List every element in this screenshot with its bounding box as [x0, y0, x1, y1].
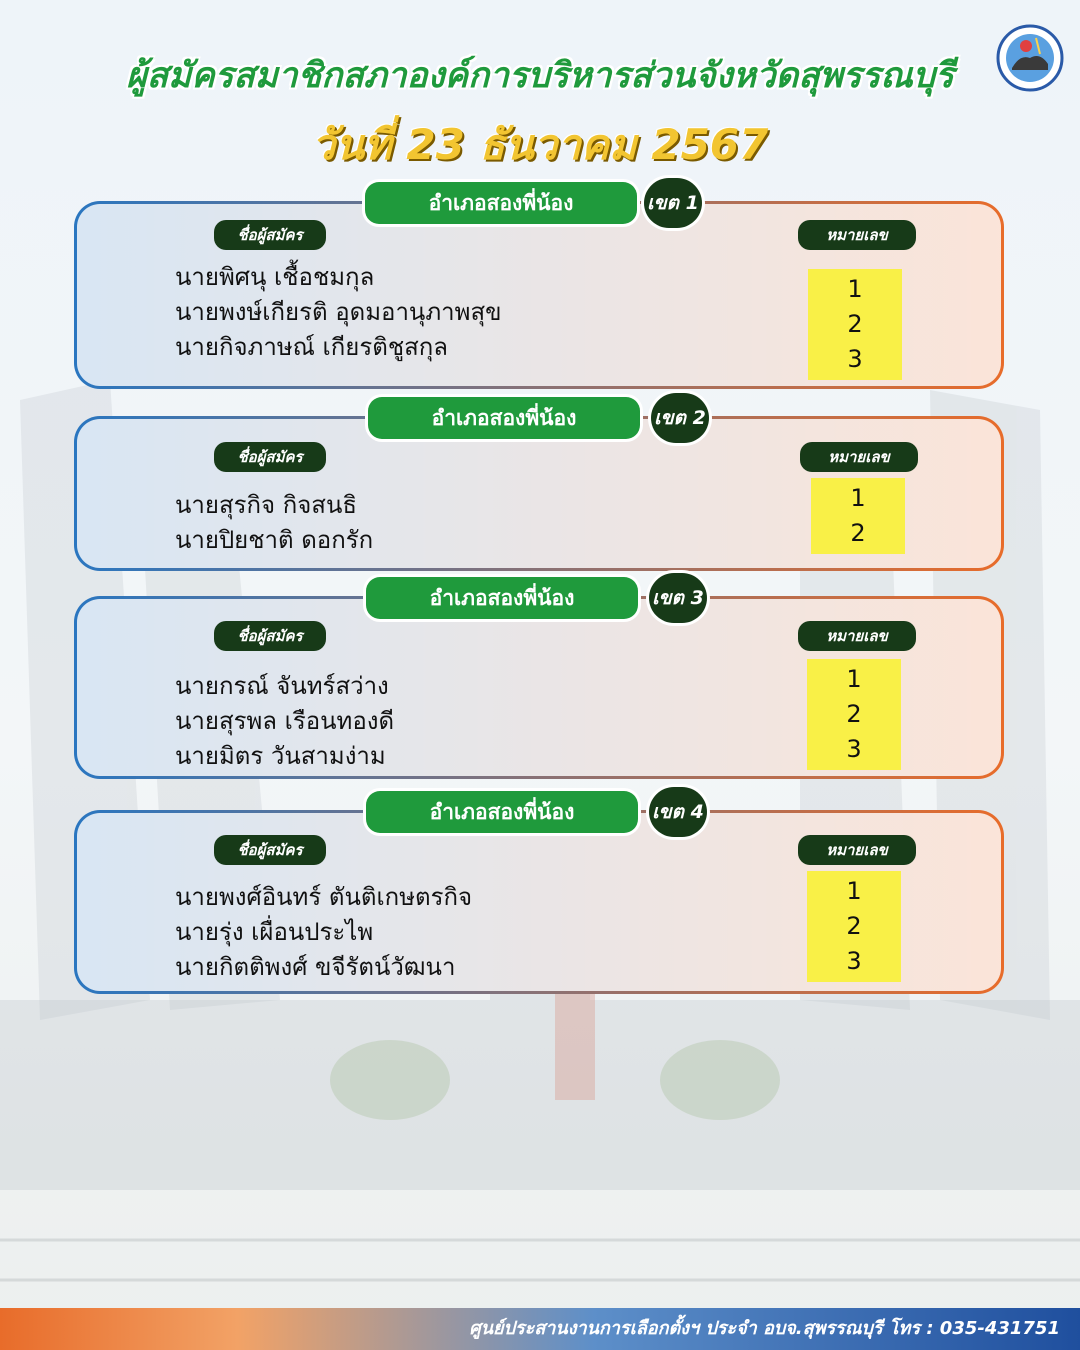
- candidate-name-list: [175, 488, 373, 558]
- candidate-name: นายสุรกิจ กิจสนธิ: [175, 491, 358, 519]
- candidate-number: 1: [850, 484, 866, 512]
- candidate-number: 2: [846, 700, 862, 728]
- zone-badge: เขต 1: [644, 178, 702, 228]
- candidate-number: 2: [847, 310, 863, 338]
- zone-badge: เขต 3: [649, 573, 707, 623]
- district-label: อำเภอสองพี่น้อง: [368, 397, 640, 439]
- footer-contact: ศูนย์ประสานงานการเลือกตั้งฯ ประจำ อบจ.สุพรรณบุรี โทร : 035-431751: [469, 1318, 1060, 1339]
- candidate-number: 3: [847, 345, 863, 373]
- zone-2-panel: [74, 405, 1004, 571]
- candidate-name-header: ชื่อผู้สมัคร: [214, 220, 326, 250]
- candidate-name: นายกิตติพงศ์ ขจีรัตน์วัฒนา: [175, 953, 456, 981]
- candidate-number: 2: [846, 912, 862, 940]
- candidate-name: นายพงษ์เกียรติ อุดมอานุภาพสุข: [175, 298, 502, 326]
- candidate-number: 1: [846, 877, 862, 905]
- candidate-name: นายสุรพล เรือนทองดี: [175, 707, 395, 735]
- candidate-number: 3: [846, 735, 862, 763]
- candidate-number-header: หมายเลข: [798, 220, 916, 250]
- footer-bar: [0, 1308, 1080, 1350]
- candidate-number: 3: [846, 947, 862, 975]
- candidate-number-box: [807, 871, 901, 982]
- candidate-number-box: [808, 269, 902, 380]
- candidate-name: นายมิตร วันสามง่าม: [175, 742, 386, 770]
- zone-3-panel: [74, 585, 1004, 779]
- candidate-name-header: ชื่อผู้สมัคร: [214, 835, 326, 865]
- zone-badge: เขต 4: [649, 787, 707, 837]
- candidate-name: นายรุ่ง เผื่อนประไพ: [175, 918, 374, 946]
- candidate-number: 1: [847, 275, 863, 303]
- election-date: วันที่ 23 ธันวาคม 2567: [311, 120, 769, 169]
- district-label: อำเภอสองพี่น้อง: [366, 791, 638, 833]
- zone-badge: เขต 2: [651, 393, 709, 443]
- zone-4-panel: [74, 799, 1004, 994]
- candidate-name: นายพงศ์อินทร์ ตันติเกษตรกิจ: [175, 883, 473, 911]
- candidate-number-box: [807, 659, 901, 770]
- candidate-number: 2: [850, 519, 866, 547]
- candidate-number-header: หมายเลข: [798, 621, 916, 651]
- page-title: ผู้สมัครสมาชิกสภาองค์การบริหารส่วนจังหวัดสุพรรณบุรี: [126, 56, 954, 96]
- candidate-name: นายพิศนุ เชื้อชมกุล: [175, 263, 375, 291]
- district-label: อำเภอสองพี่น้อง: [366, 577, 638, 619]
- zone-1-panel: [74, 190, 1004, 389]
- candidate-number-header: หมายเลข: [800, 442, 918, 472]
- district-label: อำเภอสองพี่น้อง: [365, 182, 637, 224]
- candidate-name-header: ชื่อผู้สมัคร: [214, 442, 326, 472]
- candidate-number-header: หมายเลข: [798, 835, 916, 865]
- candidate-name-list: [175, 669, 394, 774]
- candidate-name-list: [175, 260, 502, 365]
- candidate-number-box: [811, 478, 905, 554]
- candidate-name: นายกิจภาษณ์ เกียรติชูสกุล: [175, 333, 448, 361]
- candidate-name: นายปิยชาติ ดอกรัก: [175, 526, 374, 554]
- candidate-name: นายกรณ์ จันทร์สว่าง: [175, 672, 389, 700]
- candidate-name-header: ชื่อผู้สมัคร: [214, 621, 326, 651]
- candidate-number: 1: [846, 665, 862, 693]
- candidate-name-list: [175, 880, 472, 985]
